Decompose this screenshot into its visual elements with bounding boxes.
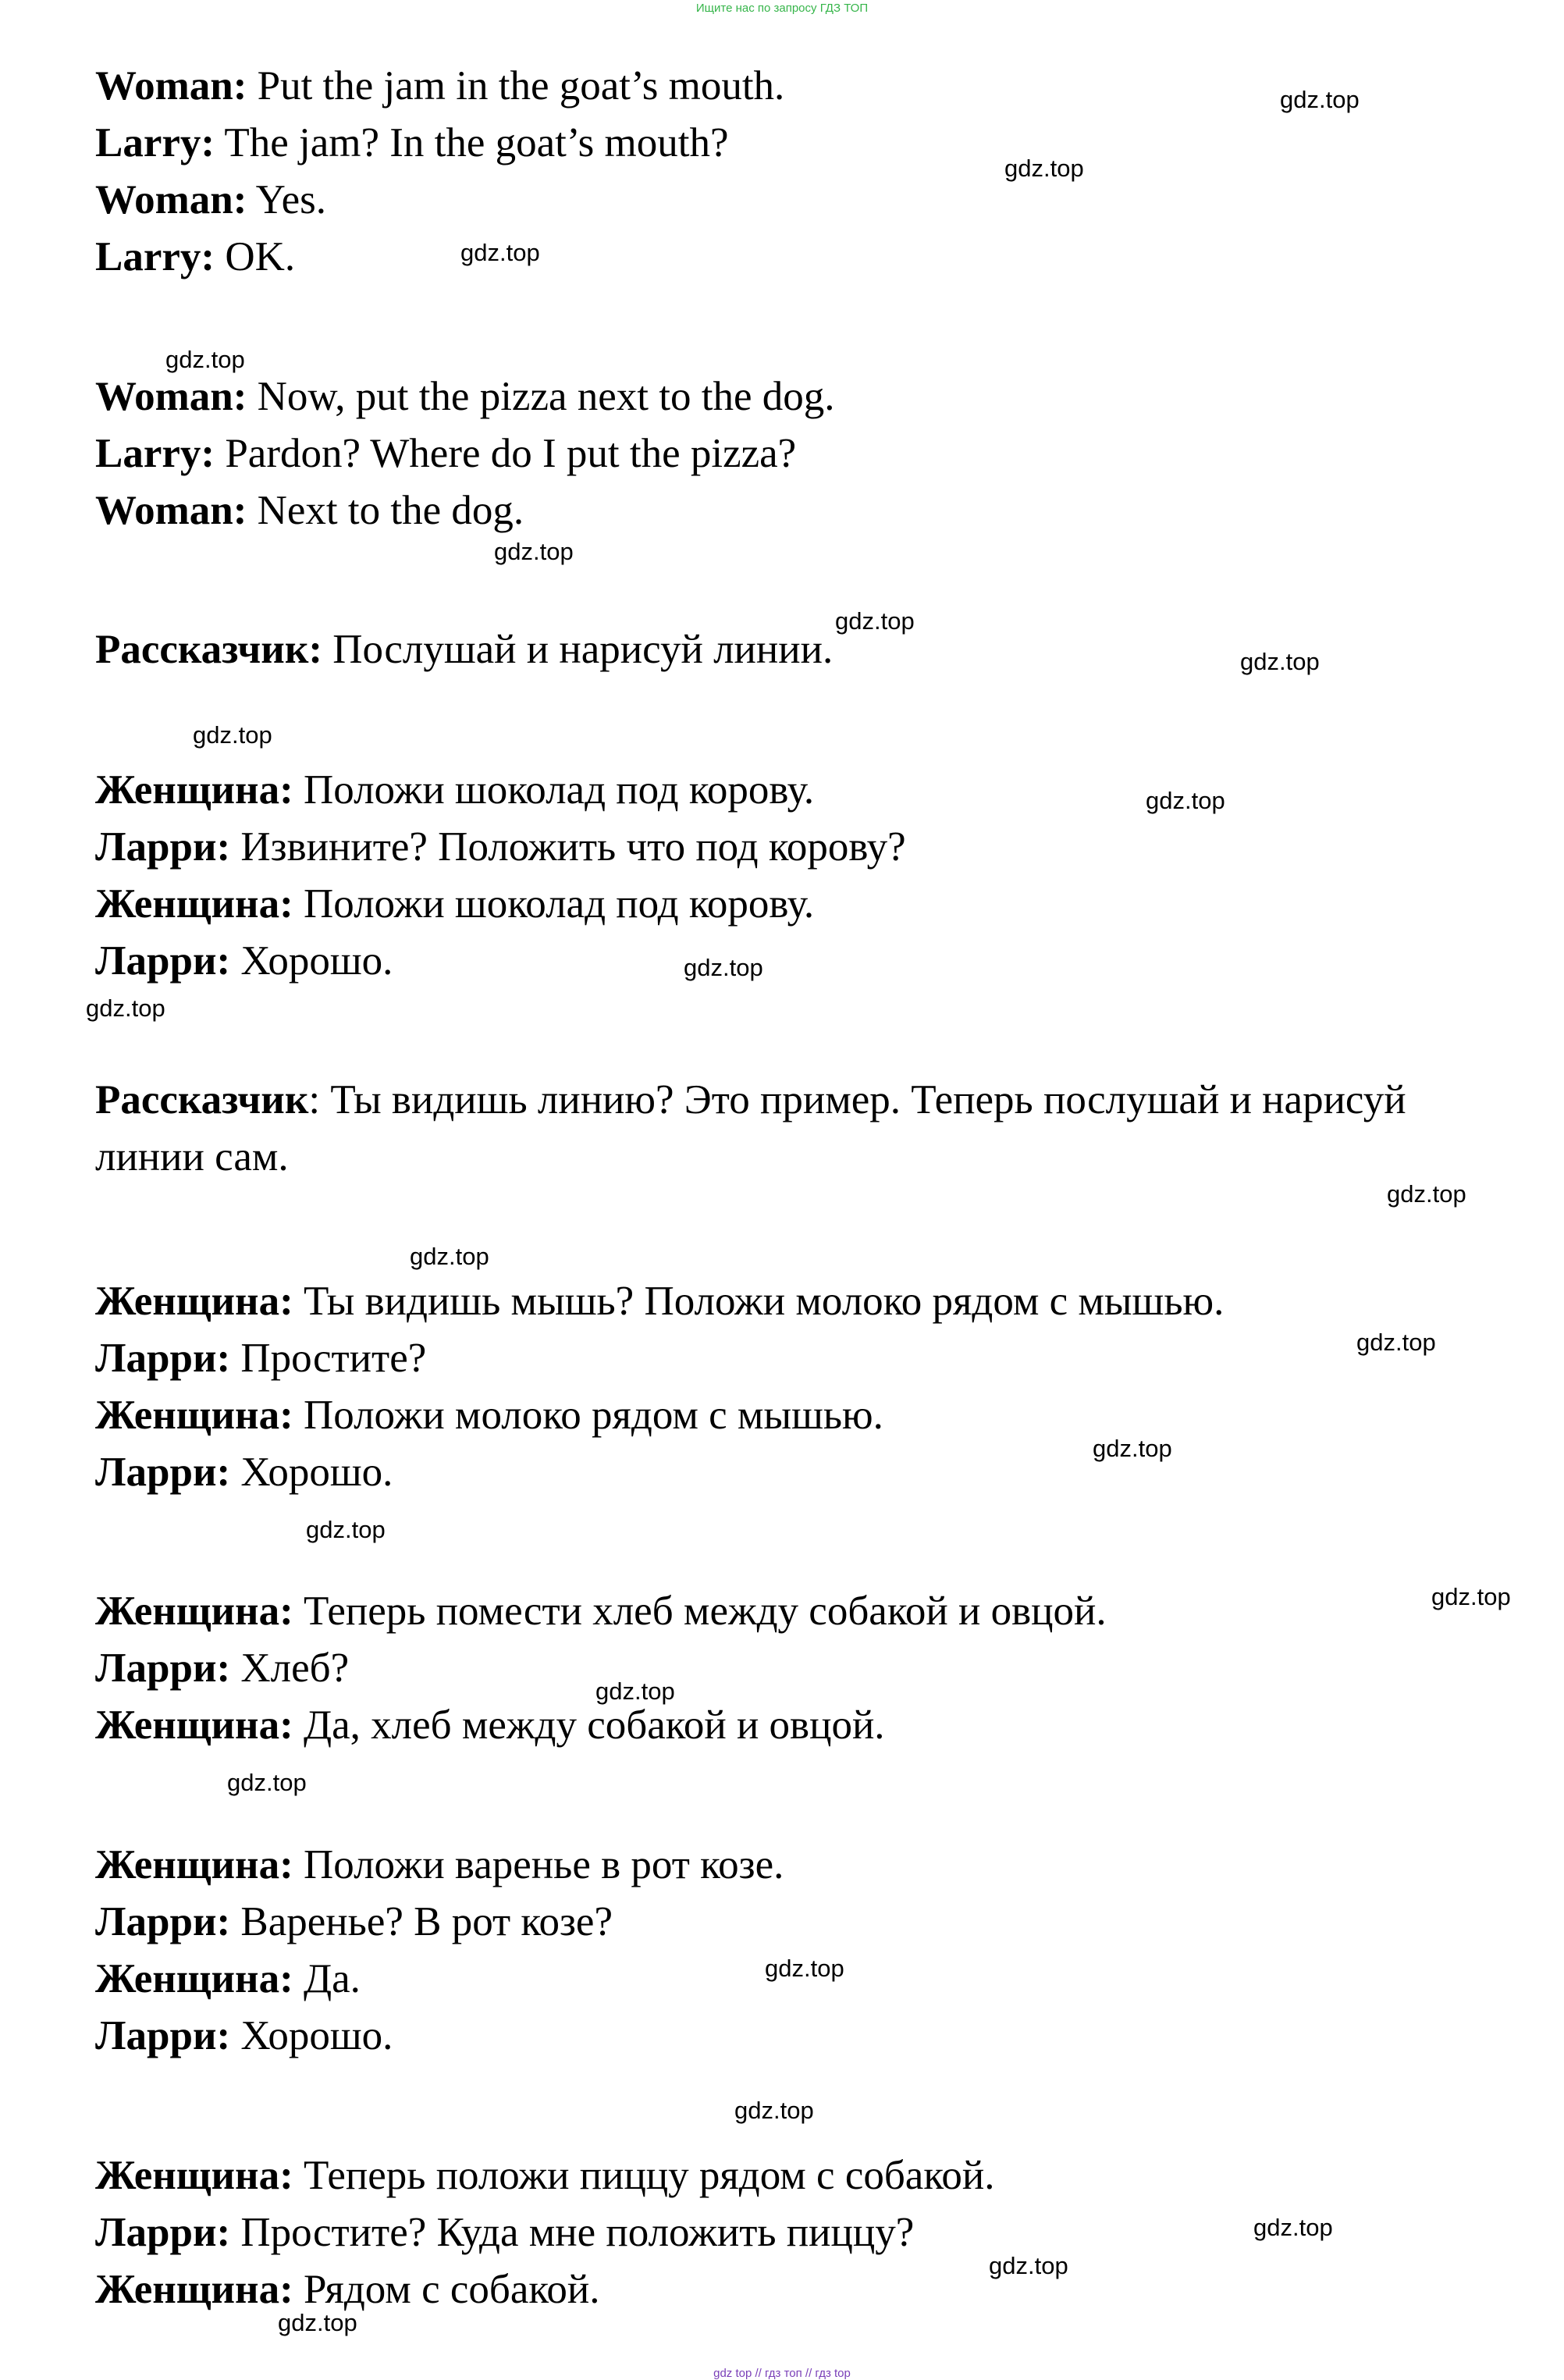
- watermark: gdz.top: [1356, 1329, 1436, 1356]
- line-text: Положи шоколад под корову.: [293, 881, 815, 927]
- watermark: gdz.top: [1387, 1180, 1466, 1208]
- speaker-label: Ларри:: [95, 938, 231, 984]
- watermark: gdz.top: [460, 239, 540, 266]
- dialogue-line: [95, 1582, 1107, 1640]
- speaker-label: Ларри:: [95, 1645, 231, 1691]
- speaker-label: Ларри:: [95, 2210, 231, 2255]
- line-text: Ты видишь мышь? Положи молоко рядом с мышью.: [293, 1279, 1225, 1324]
- speaker-label: Woman:: [95, 488, 247, 533]
- line-text: Простите? Куда мне положить пиццу?: [230, 2210, 915, 2255]
- speaker-label: Женщина:: [95, 1588, 293, 1634]
- line-text: Хорошо.: [230, 1450, 393, 1495]
- line-text: Хорошо.: [230, 2013, 393, 2058]
- speaker-label: Женщина:: [95, 1279, 293, 1324]
- watermark: gdz.top: [1146, 787, 1225, 814]
- dialogue-line: [95, 1836, 784, 1894]
- line-text: Да, хлеб между собакой и овцой.: [293, 1702, 885, 1748]
- dialogue-line: [95, 114, 728, 172]
- dialogue-line: [95, 425, 796, 482]
- watermark: gdz.top: [227, 1769, 307, 1796]
- watermark: gdz.top: [1093, 1435, 1172, 1462]
- speaker-label: Woman:: [95, 374, 247, 419]
- dialogue-line: [95, 1639, 349, 1697]
- line-text: Pardon? Where do I put the pizza?: [215, 431, 797, 476]
- dialogue-line: [95, 1443, 393, 1501]
- speaker-label: Рассказчик: [95, 1077, 309, 1122]
- watermark: gdz.top: [1004, 155, 1084, 182]
- speaker-label: Ларри:: [95, 824, 231, 870]
- watermark: gdz.top: [1431, 1583, 1511, 1610]
- line-text: Положи варенье в рот козе.: [293, 1842, 784, 1887]
- bottom-banner: gdz top // гдз топ // гдз top: [713, 2367, 851, 2380]
- line-text: Put the jam in the goat’s mouth.: [247, 63, 785, 109]
- speaker-label: Larry:: [95, 431, 215, 476]
- line-text: Хлеб?: [230, 1645, 350, 1691]
- watermark: gdz.top: [1240, 648, 1320, 675]
- speaker-label: Женщина:: [95, 2267, 293, 2312]
- dialogue-line: [95, 1272, 1224, 1330]
- watermark: gdz.top: [684, 954, 763, 981]
- dialogue-line: [95, 2204, 914, 2261]
- dialogue-line: [95, 818, 906, 876]
- line-text: Послушай и нарисуй линии.: [322, 627, 834, 672]
- watermark: gdz.top: [595, 1677, 675, 1705]
- speaker-label: Женщина:: [95, 2153, 293, 2198]
- line-text: Next to the dog.: [247, 488, 524, 533]
- top-banner: Ищите нас по запросу ГДЗ ТОП: [695, 2, 869, 15]
- line-text: Now, put the pizza next to the dog.: [247, 374, 835, 419]
- line-text: The jam? In the goat’s mouth?: [215, 120, 729, 165]
- dialogue-line: [95, 875, 814, 933]
- line-text: OK.: [215, 234, 296, 279]
- watermark: gdz.top: [989, 2252, 1068, 2279]
- watermark: gdz.top: [734, 2097, 814, 2124]
- dialogue-line: [95, 171, 326, 229]
- dialogue-line: [95, 2147, 995, 2204]
- speaker-label: Рассказчик:: [95, 627, 323, 672]
- line-text: Теперь положи пиццу рядом с собакой.: [293, 2153, 995, 2198]
- speaker-label: Larry:: [95, 234, 215, 279]
- dialogue-line: [95, 1329, 426, 1387]
- narrator-line-continued: [95, 1128, 289, 1186]
- narrator-line: [95, 1071, 1406, 1129]
- speaker-label: Larry:: [95, 120, 215, 165]
- speaker-label: Женщина:: [95, 1956, 293, 2001]
- line-text: линии сам.: [95, 1134, 289, 1179]
- line-text: Теперь помести хлеб между собакой и овцой.: [293, 1588, 1107, 1634]
- watermark: gdz.top: [278, 2309, 357, 2336]
- speaker-label: Женщина:: [95, 1842, 293, 1887]
- watermark: gdz.top: [835, 607, 915, 635]
- watermark: gdz.top: [193, 721, 272, 749]
- speaker-label: Ларри:: [95, 1899, 231, 1944]
- dialogue-line: [95, 2007, 393, 2065]
- dialogue-line: [95, 482, 524, 539]
- dialogue-line: [95, 932, 393, 990]
- dialogue-line: [95, 1696, 885, 1754]
- watermark: gdz.top: [165, 346, 245, 373]
- line-text: : Ты видишь линию? Это пример. Теперь послушай и нарисуй: [308, 1077, 1406, 1122]
- line-text: Положи шоколад под корову.: [293, 767, 815, 813]
- line-text: Рядом с собакой.: [293, 2267, 600, 2312]
- speaker-label: Женщина:: [95, 881, 293, 927]
- speaker-label: Женщина:: [95, 767, 293, 813]
- speaker-label: Woman:: [95, 177, 247, 222]
- speaker-label: Ларри:: [95, 1450, 231, 1495]
- speaker-label: Женщина:: [95, 1393, 293, 1438]
- speaker-label: Ларри:: [95, 2013, 231, 2058]
- dialogue-line: [95, 57, 784, 115]
- line-text: Простите?: [230, 1336, 427, 1381]
- watermark: gdz.top: [1280, 86, 1360, 113]
- dialogue-line: [95, 761, 814, 819]
- dialogue-line: [95, 1386, 883, 1444]
- watermark: gdz.top: [765, 1955, 844, 1982]
- watermark: gdz.top: [306, 1516, 386, 1543]
- line-text: Варенье? В рот козе?: [230, 1899, 613, 1944]
- dialogue-line: [95, 228, 295, 286]
- line-text: Положи молоко рядом с мышью.: [293, 1393, 883, 1438]
- line-text: Извините? Положить что под корову?: [230, 824, 906, 870]
- narrator-line: [95, 621, 833, 678]
- line-text: Хорошо.: [230, 938, 393, 984]
- line-text: Да.: [293, 1956, 361, 2001]
- dialogue-line: [95, 368, 834, 425]
- watermark: gdz.top: [86, 994, 165, 1022]
- watermark: gdz.top: [410, 1243, 489, 1270]
- speaker-label: Woman:: [95, 63, 247, 109]
- line-text: Yes.: [247, 177, 327, 222]
- watermark: gdz.top: [494, 538, 574, 565]
- speaker-label: Женщина:: [95, 1702, 293, 1748]
- watermark: gdz.top: [1253, 2214, 1333, 2241]
- dialogue-line: [95, 1950, 361, 2008]
- dialogue-line: [95, 1893, 613, 1951]
- speaker-label: Ларри:: [95, 1336, 231, 1381]
